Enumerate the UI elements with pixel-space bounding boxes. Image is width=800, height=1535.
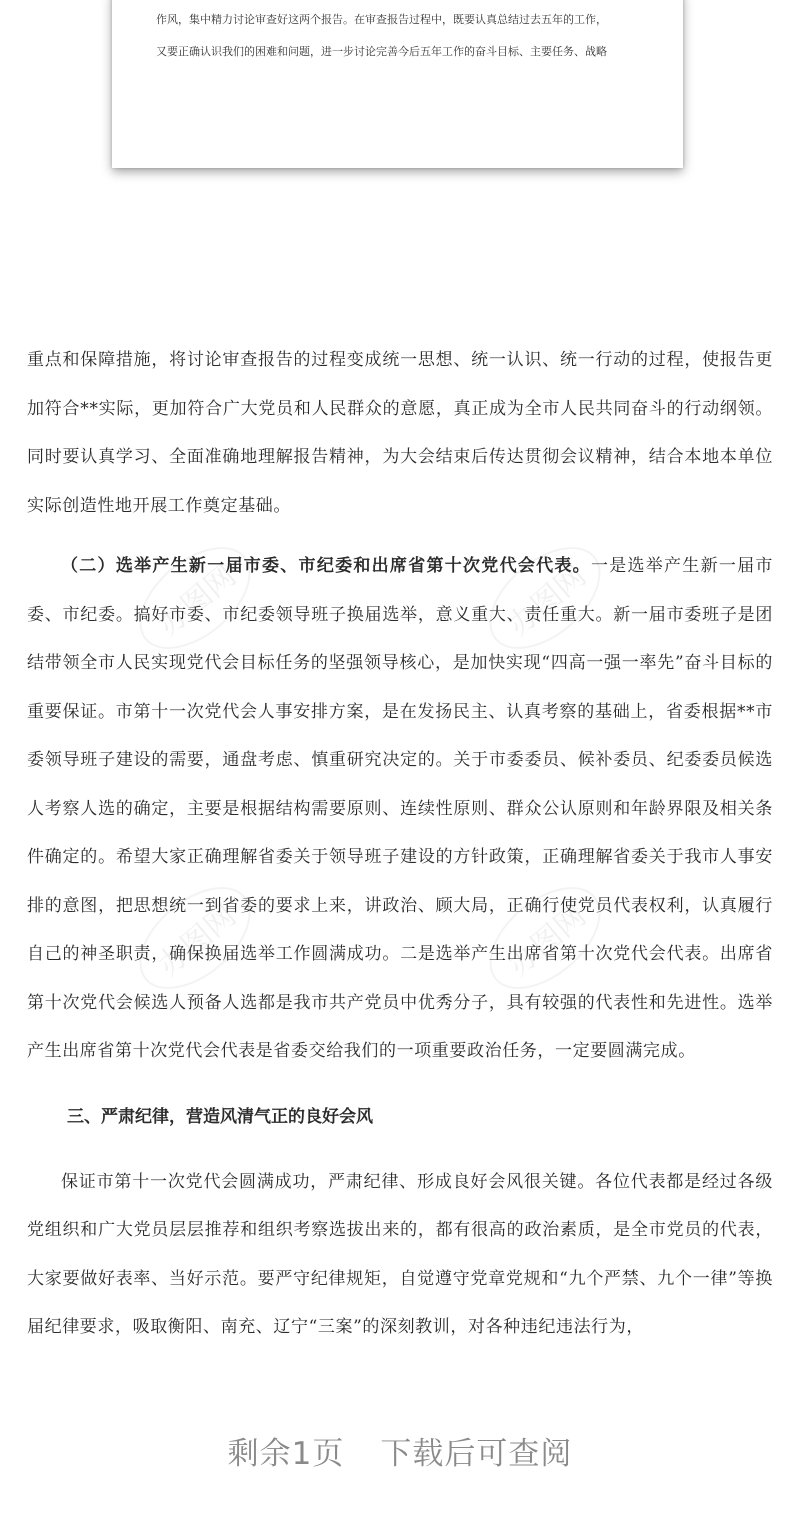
watermark: 办图网 xyxy=(121,527,269,669)
body-paragraph: 重点和保障措施，将讨论审查报告的过程变成统一思想、统一认识、统一行动的过程，使报告更加符合**实际，更加符合广大党员和人民群众的意愿，真正成为全市人民共同奋斗的行动纲领。同时要认真学习、全面准确地理解报告精神，为大会结束后传达贯彻会议精神，结合本地本单位实际创造性地开展工作奠定基础。 xyxy=(27,350,773,516)
watermark: 办图网 xyxy=(121,867,269,1009)
paragraph-text: 一是选举产生新一届市委、市纪委。搞好市委、市纪委领导班子换届选举，意义重大、责任重大。新一届市委班子是团结带领全市人民实现党代会目标任务的坚强领导核心，是加快实现“四高一强一率先”奋斗目标的重要保证。市第十一次党代会人事安排方案，是在发扬民主、认真考察的基础上，省委根据**市委领导班子建设的需要，通盘考虑、慎重研究决定的。关于市委委员、候补委员、纪委委员候选人考察人选的确定，主要是根据结构需要原则、连续性原则、群众公认原则和年龄界限及相关条件确定的。希望大家正确理解省委关于领导班子建设的方针政策，正确理解省委关于我市人事安排的意图，把思想统一到省委的要求上来，讲政治、顾大局，正确行使党员代表权利，认真履行自己的神圣职责，确保换届选举工作圆满成功。二是选举产生出席省第十次党代会代表。出席省第十次党代会候选人预备人选都是我市共产党员中优秀分子，具有较强的代表性和先进性。选举产生出席省第十次党代会代表是省委交给我们的一项重要政治任务，一定要圆满完成。 xyxy=(27,556,773,1061)
body-paragraph: 保证市第十一次党代会圆满成功，严肃纪律、形成良好会风很关键。各位代表都是经过各级党组织和广大党员层层推荐和组织考察选拔出来的，都有很高的政治素质，是全市党员的代表，大家要做好表率、当好示范。要严守纪律规矩，自觉遵守党章党规和“九个严禁、九个一律”等换届纪律要求，吸取衡阳、南充、辽宁“三案”的深刻教训，对各种违纪违法行为， xyxy=(27,1171,773,1337)
download-hint-label: 下载后可查阅 xyxy=(380,1436,573,1472)
preview-line: 又要正确认识我们的困难和问题，进一步讨论完善今后五年工作的奋斗目标、主要任务、战略 xyxy=(156,45,607,58)
watermark: 办图网 xyxy=(471,867,619,1009)
section-heading: 三、严肃纪律，营造风清气正的良好会风 xyxy=(67,1106,373,1127)
document-body xyxy=(27,336,773,1352)
watermark: 办图网 xyxy=(471,527,619,669)
body-paragraph xyxy=(27,542,773,1076)
remaining-pages-label: 剩余1页 xyxy=(227,1436,345,1472)
download-prompt[interactable] xyxy=(0,1428,800,1473)
section-subheading: （二）选举产生新一届市委、市纪委和出席省第十次党代会代表。 xyxy=(61,556,591,576)
preview-line: 作风，集中精力讨论审查好这两个报告。在审查报告过程中，既要认真总结过去五年的工作， xyxy=(156,13,607,26)
preview-page-card xyxy=(112,0,683,168)
